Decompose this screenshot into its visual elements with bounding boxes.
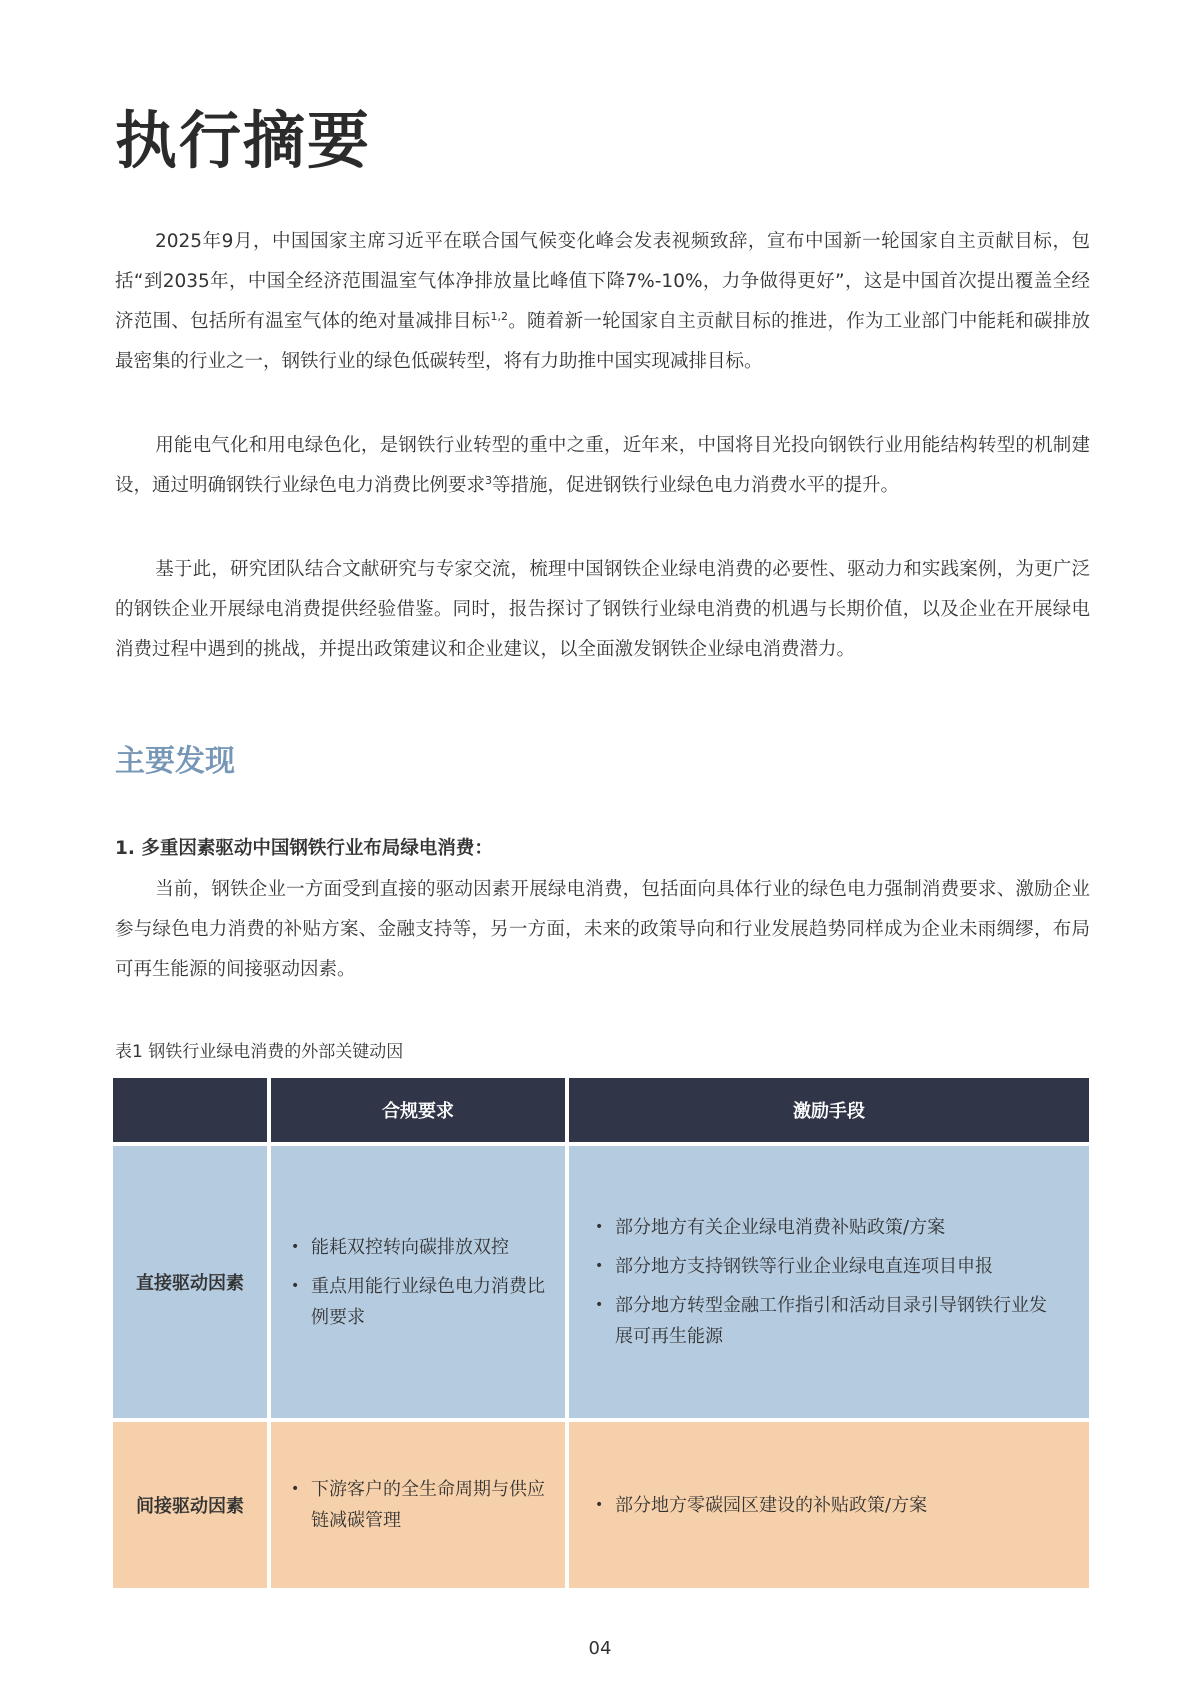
list-item [595,1251,1049,1282]
intro-paragraph-1-text-a: 2025年9月，中国国家主席习近平在联合国气候变化峰会发表视频致辞，宣布中国新一轮国家自主贡献目标，包括“到2035年，中国全经济范围温室气体净排放量比峰值下降7%-10%，力争做得更好”，这是中国首次提出覆盖全经济范围、包括所有温室气体的绝对量减排目标 [115,231,1090,332]
footnote-ref-1-2[interactable]: 1,2 [490,309,508,323]
table-caption: 表1 钢铁行业绿电消费的外部关键动因 [115,1042,404,1062]
bullet-icon: • [595,1297,604,1313]
indirect-incentives-list [595,1482,1049,1529]
list-item [291,1271,545,1333]
bullet-icon: • [595,1496,604,1513]
list-item [595,1212,1049,1243]
list-item [595,1290,1049,1352]
direct-compliance-list [291,1224,545,1341]
table-header-compliance: 合规要求 [271,1078,565,1142]
direct-incentives-cell [569,1146,1089,1418]
list-item-text: 部分地方零碳园区建设的补贴政策/方案 [615,1494,928,1516]
list-item-text: 部分地方转型金融工作指引和活动目录引导钢铁行业发展可再生能源 [615,1295,1047,1347]
list-item [291,1474,545,1536]
bullet-icon: • [291,1481,300,1497]
table-header-incentives: 激励手段 [569,1078,1089,1142]
drivers-table [113,1078,1091,1588]
intro-paragraph-2-text-b: 等措施，促进钢铁行业绿色电力消费水平的提升。 [492,475,900,496]
row-label-indirect: 间接驱动因素 [113,1422,267,1588]
indirect-incentives-cell [569,1422,1089,1588]
table-header-corner [113,1078,267,1142]
finding-1-text: 当前，钢铁企业一方面受到直接的驱动因素开展绿电消费，包括面向具体行业的绿色电力强制消费要求、激励企业参与绿色电力消费的补贴方案、金融支持等，另一方面，未来的政策导向和行业发展趋势同样成为企业未雨绸缪，布局可再生能源的间接驱动因素。 [115,879,1090,980]
key-findings-heading: 主要发现 [115,744,235,779]
bullet-icon: • [291,1238,300,1255]
list-item-text: 重点用能行业绿色电力消费比例要求 [311,1275,545,1328]
direct-incentives-list [595,1204,1049,1360]
page-title: 执行摘要 [115,104,372,177]
bullet-icon: • [291,1277,300,1294]
indirect-compliance-list [291,1466,545,1544]
intro-paragraph-3 [115,550,1090,670]
page-number: 04 [588,1638,612,1659]
bullet-icon: • [595,1258,604,1274]
list-item-text: 下游客户的全生命周期与供应链减碳管理 [311,1479,545,1531]
list-item-text: 能耗双控转向碳排放双控 [311,1236,509,1258]
list-item [291,1232,545,1263]
row-label-direct: 直接驱动因素 [113,1146,267,1418]
direct-compliance-cell [271,1146,565,1418]
list-item-text: 部分地方有关企业绿电消费补贴政策/方案 [615,1217,946,1238]
list-item [595,1490,1049,1521]
intro-paragraph-3-text: 基于此，研究团队结合文献研究与专家交流，梳理中国钢铁企业绿电消费的必要性、驱动力和实践案例，为更广泛的钢铁企业开展绿电消费提供经验借鉴。同时，报告探讨了钢铁行业绿电消费的机遇与长期价值，以及企业在开展绿电消费过程中遇到的挑战，并提出政策建议和企业建议，以全面激发钢铁企业绿电消费潜力。 [115,559,1090,660]
indirect-compliance-cell [271,1422,565,1588]
intro-paragraph-2-text-a: 用能电气化和用电绿色化，是钢铁行业转型的重中之重，近年来，中国将目光投向钢铁行业用能结构转型的机制建设，通过明确钢铁行业绿色电力消费比例要求 [115,435,1090,496]
footnote-ref-3[interactable]: 3 [485,473,493,487]
bullet-icon: • [595,1219,604,1235]
finding-1-paragraph [115,870,1090,990]
intro-paragraph-2 [115,426,1090,506]
list-item-text: 部分地方支持钢铁等行业企业绿电直连项目申报 [615,1256,993,1277]
intro-paragraph-1-text-b: 。随着新一轮国家自主贡献目标的推进，作为工业部门中能耗和碳排放最密集的行业之一，钢铁行业的绿色低碳转型，将有力助推中国实现减排目标。 [115,311,1090,372]
finding-1-title: 1. 多重因素驱动中国钢铁行业布局绿电消费： [115,838,493,859]
intro-paragraph-1 [115,222,1090,382]
